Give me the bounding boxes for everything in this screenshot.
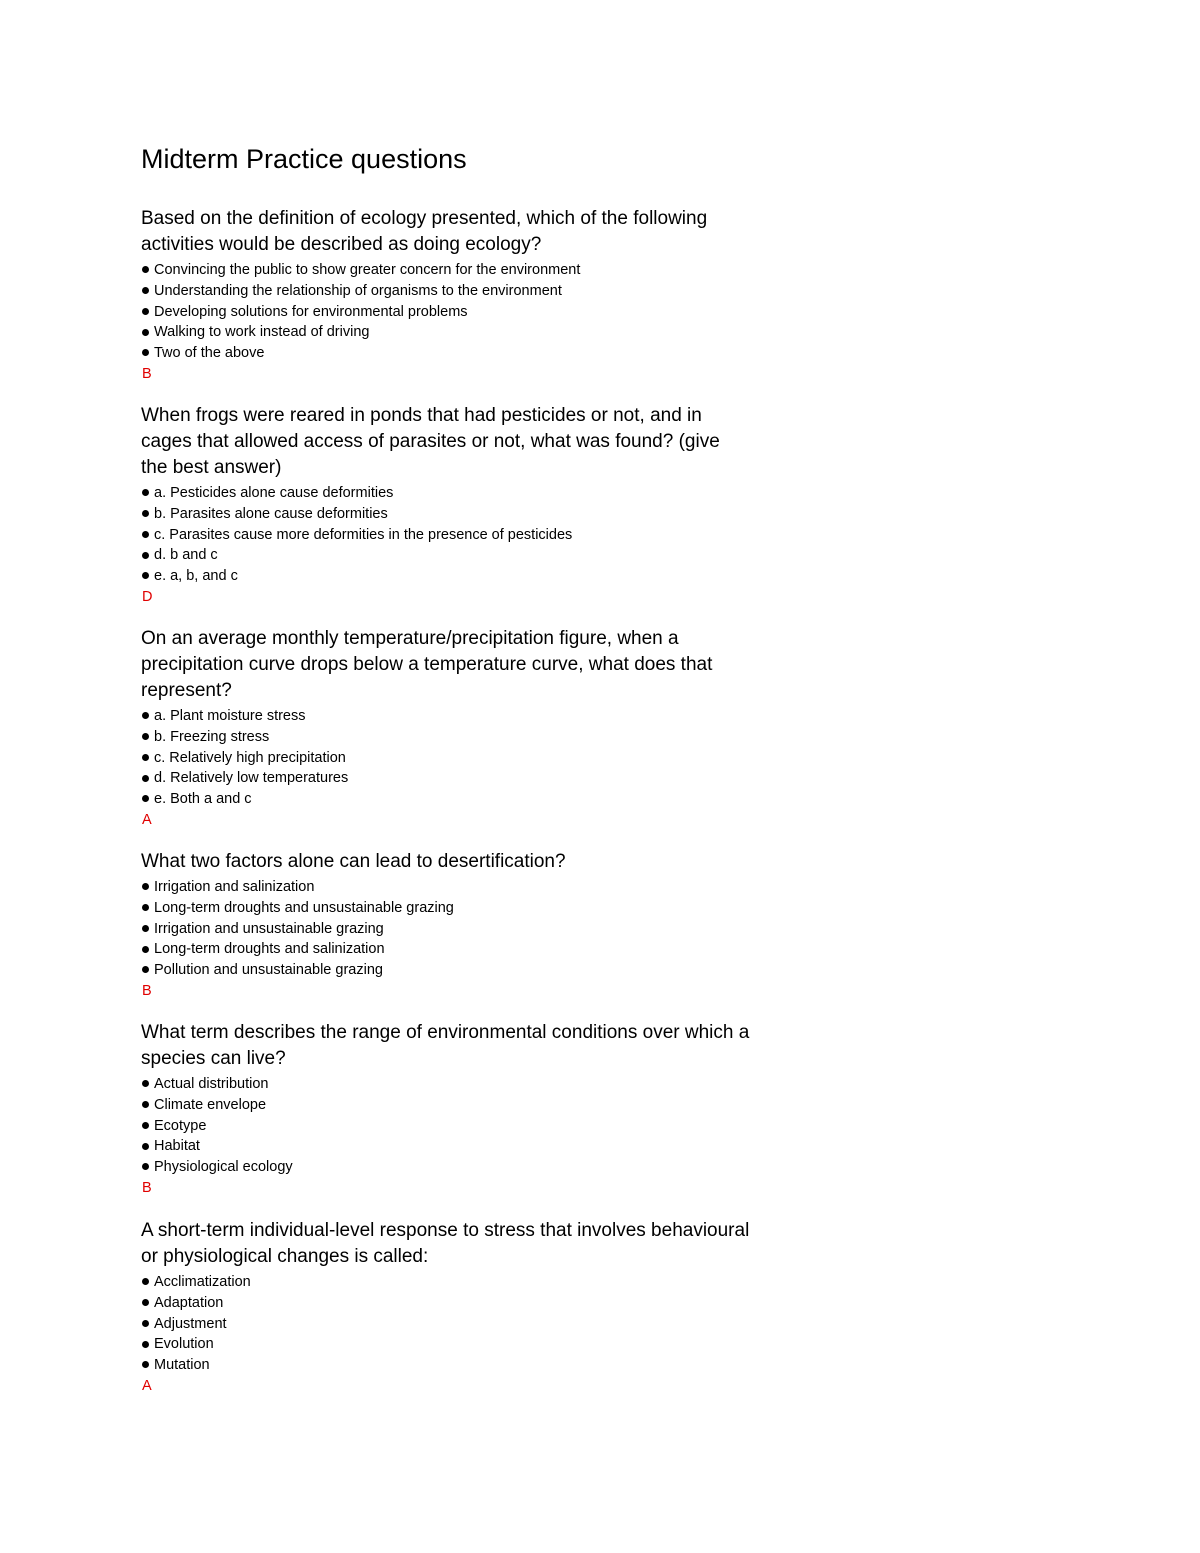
bullet-icon bbox=[142, 1341, 149, 1348]
option-item bbox=[141, 1355, 751, 1376]
option-item bbox=[141, 504, 751, 525]
option-label: Habitat bbox=[154, 1138, 200, 1155]
bullet-icon bbox=[142, 1080, 149, 1087]
option-list bbox=[141, 706, 751, 810]
option-list bbox=[141, 1272, 751, 1376]
answer-key: A bbox=[142, 1377, 152, 1394]
option-label: a. Plant moisture stress bbox=[154, 708, 306, 724]
option-list bbox=[141, 1074, 751, 1178]
question-block bbox=[141, 1020, 751, 1198]
bullet-icon bbox=[142, 510, 149, 517]
question-block bbox=[141, 626, 751, 830]
option-item bbox=[141, 281, 751, 302]
option-item bbox=[141, 545, 751, 566]
option-label: Irrigation and unsustainable grazing bbox=[154, 920, 384, 937]
bullet-icon bbox=[142, 489, 149, 496]
option-label: Irrigation and salinization bbox=[154, 879, 315, 895]
option-label: e. Both a and c bbox=[154, 791, 252, 808]
option-item bbox=[141, 1293, 751, 1314]
answer-key: A bbox=[142, 811, 152, 828]
question-block bbox=[141, 206, 751, 384]
option-label: Ecotype bbox=[154, 1117, 207, 1134]
bullet-icon bbox=[142, 1163, 149, 1170]
option-label: Mutation bbox=[154, 1357, 210, 1374]
option-label: Understanding the relationship of organisms to the environment bbox=[154, 282, 562, 299]
bullet-icon bbox=[142, 572, 149, 579]
option-item bbox=[141, 960, 751, 981]
option-label: Physiological ecology bbox=[154, 1159, 293, 1176]
bullet-icon bbox=[142, 1361, 149, 1368]
answer-key: D bbox=[142, 588, 153, 605]
answer-key: B bbox=[142, 1179, 152, 1196]
option-label: a. Pesticides alone cause deformities bbox=[154, 485, 394, 501]
question-text: On an average monthly temperature/precipitation figure, when a precipitation curve drops below a temperature curve, what does that represent? bbox=[141, 628, 713, 701]
bullet-icon bbox=[142, 329, 149, 336]
bullet-icon bbox=[142, 531, 149, 538]
bullet-icon bbox=[142, 925, 149, 932]
option-label: Acclimatization bbox=[154, 1274, 251, 1290]
bullet-icon bbox=[142, 1101, 149, 1108]
option-label: Long-term droughts and salinization bbox=[154, 941, 385, 958]
option-item bbox=[141, 1272, 751, 1293]
option-label: Developing solutions for environmental problems bbox=[154, 303, 468, 320]
option-label: Convincing the public to show greater concern for the environment bbox=[154, 262, 581, 278]
bullet-icon bbox=[142, 1278, 149, 1285]
bullet-icon bbox=[142, 287, 149, 294]
option-label: c. Relatively high precipitation bbox=[154, 749, 346, 766]
bullet-icon bbox=[142, 904, 149, 911]
bullet-icon bbox=[142, 349, 149, 356]
option-item bbox=[141, 566, 751, 587]
option-label: Pollution and unsustainable grazing bbox=[154, 962, 383, 979]
bullet-icon bbox=[142, 1320, 149, 1327]
option-label: d. Relatively low temperatures bbox=[154, 770, 349, 787]
option-item bbox=[141, 1136, 751, 1157]
option-item bbox=[141, 1157, 751, 1178]
option-item bbox=[141, 260, 751, 281]
option-item bbox=[141, 1314, 751, 1335]
bullet-icon bbox=[142, 966, 149, 973]
page-title: Midterm Practice questions bbox=[141, 144, 467, 174]
option-item bbox=[141, 343, 751, 364]
option-list bbox=[141, 483, 751, 587]
option-label: Evolution bbox=[154, 1336, 214, 1353]
bullet-icon bbox=[142, 795, 149, 802]
option-item bbox=[141, 1095, 751, 1116]
bullet-icon bbox=[142, 946, 149, 953]
option-item bbox=[141, 483, 751, 504]
question-text: Based on the definition of ecology presented, which of the following activities would be described as doing ecology? bbox=[141, 208, 708, 255]
bullet-icon bbox=[142, 754, 149, 761]
answer-key: B bbox=[142, 982, 152, 999]
option-item bbox=[141, 525, 751, 546]
bullet-icon bbox=[142, 1299, 149, 1306]
question-block bbox=[141, 849, 751, 1001]
option-list bbox=[141, 877, 751, 981]
option-list bbox=[141, 260, 751, 364]
bullet-icon bbox=[142, 266, 149, 273]
question-text: What two factors alone can lead to desertification? bbox=[141, 851, 566, 872]
option-label: b. Freezing stress bbox=[154, 728, 270, 745]
option-item bbox=[141, 1334, 751, 1355]
question-block bbox=[141, 403, 751, 607]
option-item bbox=[141, 302, 751, 323]
option-item bbox=[141, 789, 751, 810]
option-item bbox=[141, 939, 751, 960]
option-label: Walking to work instead of driving bbox=[154, 324, 370, 341]
option-label: b. Parasites alone cause deformities bbox=[154, 505, 388, 522]
question-block bbox=[141, 1218, 751, 1396]
option-label: Two of the above bbox=[154, 345, 265, 362]
question-text: When frogs were reared in ponds that had pesticides or not, and in cages that allowed access of parasites or not, what was found? (give the best answer) bbox=[141, 405, 720, 478]
option-label: Actual distribution bbox=[154, 1076, 269, 1092]
bullet-icon bbox=[142, 308, 149, 315]
option-label: c. Parasites cause more deformities in the presence of pesticides bbox=[154, 526, 573, 543]
bullet-icon bbox=[142, 1122, 149, 1129]
option-item bbox=[141, 322, 751, 343]
option-item bbox=[141, 919, 751, 940]
option-label: e. a, b, and c bbox=[154, 568, 238, 585]
option-item bbox=[141, 706, 751, 727]
option-label: Long-term droughts and unsustainable grazing bbox=[154, 899, 454, 916]
option-label: d. b and c bbox=[154, 547, 218, 564]
option-label: Climate envelope bbox=[154, 1096, 267, 1113]
bullet-icon bbox=[142, 552, 149, 559]
option-item bbox=[141, 1074, 751, 1095]
option-label: Adjustment bbox=[154, 1315, 227, 1332]
bullet-icon bbox=[142, 733, 149, 740]
bullet-icon bbox=[142, 1143, 149, 1150]
question-text: What term describes the range of environmental conditions over which a species can live? bbox=[141, 1022, 750, 1069]
option-label: Adaptation bbox=[154, 1294, 224, 1311]
question-text: A short-term individual-level response to stress that involves behavioural or physiological changes is called: bbox=[141, 1220, 750, 1267]
option-item bbox=[141, 748, 751, 769]
bullet-icon bbox=[142, 883, 149, 890]
option-item bbox=[141, 877, 751, 898]
bullet-icon bbox=[142, 712, 149, 719]
option-item bbox=[141, 768, 751, 789]
option-item bbox=[141, 898, 751, 919]
option-item bbox=[141, 1116, 751, 1137]
answer-key: B bbox=[142, 365, 152, 382]
bullet-icon bbox=[142, 775, 149, 782]
option-item bbox=[141, 727, 751, 748]
